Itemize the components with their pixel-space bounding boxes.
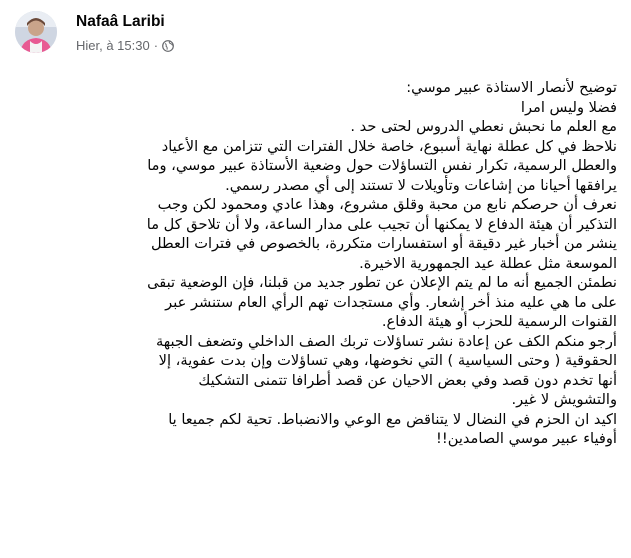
post-line: ينشر من أخبار غير دقيقة أو استفسارات متكررة، بالخصوص في فترات العطل (151, 235, 617, 252)
post-line: يرافقها أحيانا من إشاعات وتأويلات لا تستند إلى أي مصدر رسمي. (225, 176, 617, 194)
post-line: مع العلم ما نحبش نعطي الدروس لحتى حد . (350, 118, 617, 135)
post-line: نلاحظ في كل عطلة نهاية أسبوع، خاصة خلال الفترات التي تتزامن مع الأعياد (161, 137, 617, 155)
post-line: نطمئن الجميع أنه ما لم يتم الإعلان عن تطور جديد من قبلنا، فإن الوضعية تبقى (147, 274, 617, 291)
post-line: القنوات الرسمية للحزب أو هيئة الدفاع. (381, 313, 617, 330)
post-meta (76, 38, 174, 53)
post-line: الموسعة مثل عطلة عيد الجمهورية الاخيرة. (359, 254, 617, 272)
post-header (12, 9, 619, 59)
author-avatar[interactable] (15, 11, 57, 53)
meta-separator: · (153, 38, 159, 53)
post-body (11, 78, 617, 449)
post-line: أرجو منكم الكف عن إعادة نشر تساؤلات تربك الصف الداخلي وتضعف الجبهة (155, 332, 617, 350)
post-timestamp[interactable]: Hier, à 15:30 (76, 38, 150, 53)
author-name[interactable]: Nafaâ Laribi (76, 13, 165, 30)
globe-icon[interactable] (162, 40, 174, 52)
post-line: التذكير أن هيئة الدفاع لا يمكنها أن تجيب على مدار الساعة، ولا أن تلاحق كل ما (146, 215, 617, 233)
post-line: توضيح لأنصار الاستاذة عبير موسي: (406, 79, 617, 96)
post-line: فضلا وليس امرا (520, 98, 617, 116)
post-line: أوفياء عبير موسي الصامدين!! (436, 430, 617, 447)
post-line: الحقوقية ( وحتى السياسية ) التي نخوضها، وهي تساؤلات وإن بدت عفوية، إلا (158, 352, 617, 369)
post-line: والعطل الرسمية، تكرار نفس التساؤلات حول وضعية الأستاذة عبير موسي، وما (147, 157, 617, 174)
profile-photo (15, 11, 57, 53)
post-line: نعرف أن حرصكم نابع من محبة وقلق مشروع، وهذا عادي ومحمود لكن وجب (157, 196, 617, 213)
post-line: على ما هي عليه منذ أخر إشعار. وأي مستجدات تهم الرأي العام ستنشر عبر (165, 293, 617, 311)
post-line: أنها تخدم دون قصد وفي بعض الاحيان عن قصد أطرافا تتمنى التشكيك (198, 371, 617, 389)
post-line: والتشويش لا غير. (511, 391, 617, 408)
post-line: اكيد ان الحزم في النضال لا يتناقض مع الوعي والانضباط. تحية لكم جميعا يا (168, 410, 617, 428)
